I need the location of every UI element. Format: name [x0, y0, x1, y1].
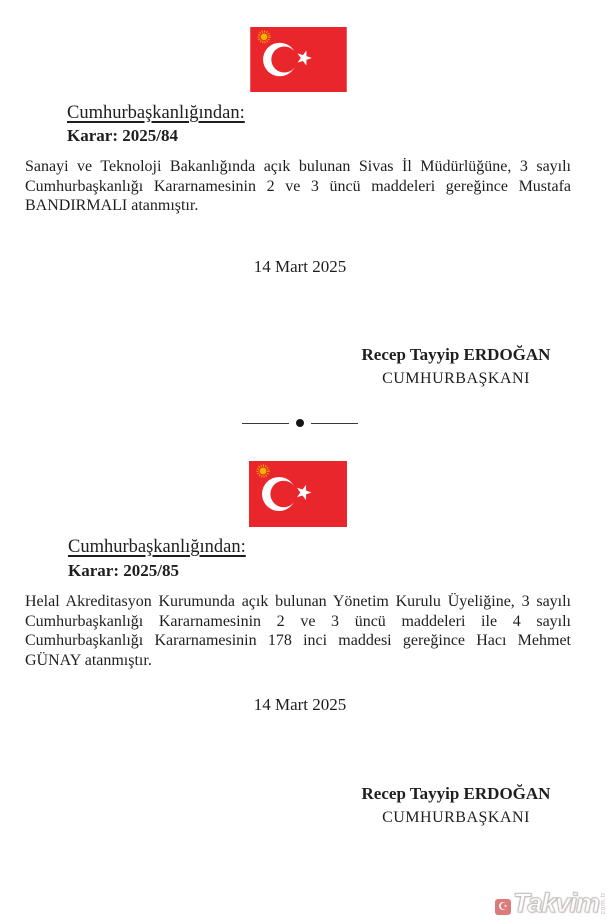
- watermark-brand: Takvim: [513, 888, 600, 918]
- signer-name: Recep Tayyip ERDOĞAN: [361, 345, 551, 364]
- section-divider: [0, 417, 600, 429]
- watermark-suffix: com.tr: [600, 891, 607, 914]
- turkish-presidential-flag: [249, 461, 347, 527]
- takvim-watermark: [495, 882, 607, 918]
- decree-date: 14 Mart 2025: [253, 695, 347, 714]
- decree-number: Karar: 2025/85: [68, 561, 179, 580]
- signer-name: Recep Tayyip ERDOĞAN: [361, 784, 551, 803]
- decree-heading: Cumhurbaşkanlığından:: [68, 537, 246, 557]
- turkish-presidential-flag: [250, 27, 347, 92]
- divider-dot: [296, 419, 304, 427]
- decree-number: Karar: 2025/84: [67, 126, 178, 145]
- divider-line-left: [242, 423, 289, 424]
- signature-block: [346, 345, 566, 388]
- divider-line-right: [311, 423, 358, 424]
- signer-title: CUMHURBAŞKANI: [382, 809, 530, 826]
- decree-body: Helal Akreditasyon Kurumunda açık bulunan Yönetim Kurulu Üyeliğine, 3 sayılı Cumhurbaşkanlığı Kararnamesinin 2 ve 3 üncü maddeleri ile 4 sayılı Cumhurbaşkanlığı Kararnamesinin 178 inci maddesi gereğince Hacı Mehmet GÜNAY atanmıştır.: [25, 593, 571, 669]
- decree-body: Sanayi ve Teknoloji Bakanlığında açık bulunan Sivas İl Müdürlüğüne, 3 sayılı Cumhurbaşkanlığı Kararnamesinin 2 ve 3 üncü maddeleri gereğince Mustafa BANDIRMALI atanmıştır.: [25, 158, 571, 215]
- signer-title: CUMHURBAŞKANI: [382, 370, 530, 387]
- decree-date: 14 Mart 2025: [253, 257, 347, 276]
- crescent-star-icon: ☪: [495, 899, 511, 915]
- signature-block: [346, 784, 566, 827]
- decree-heading: Cumhurbaşkanlığından:: [67, 103, 245, 123]
